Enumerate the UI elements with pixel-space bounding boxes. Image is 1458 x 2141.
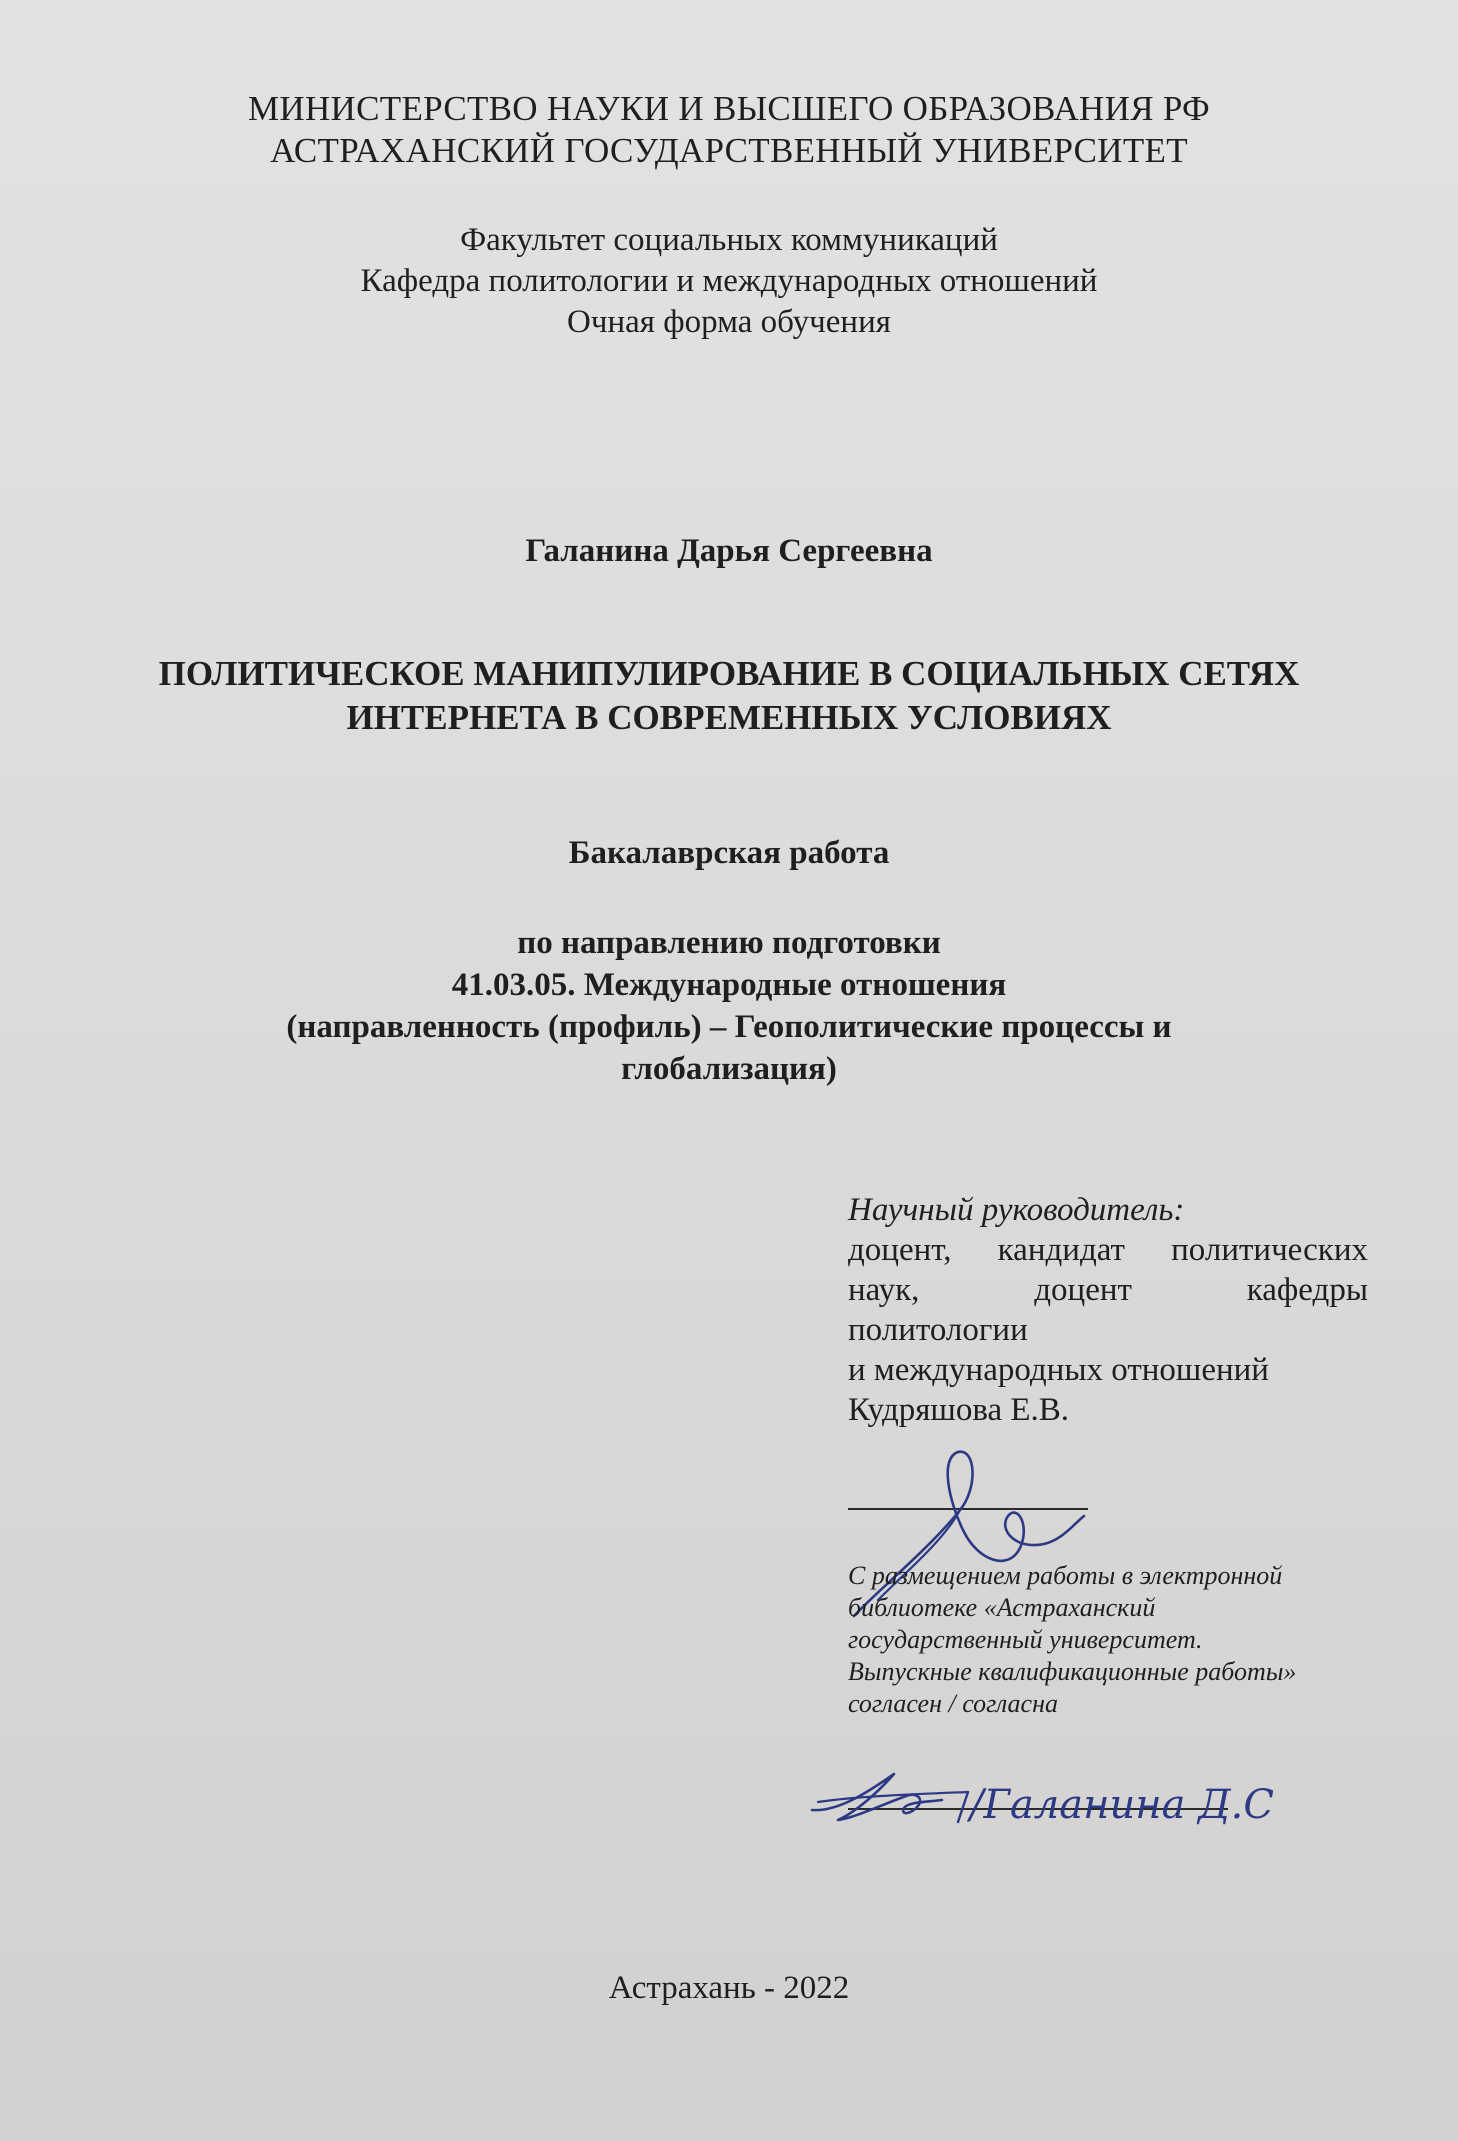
direction-line: 41.03.05. Международные отношения — [451, 967, 1007, 1003]
faculty-name: Факультет социальных коммуникаций — [460, 222, 998, 258]
student-signature — [808, 1752, 1328, 1842]
direction-line: (направленность (профиль) – Геополитические процессы и — [286, 1009, 1172, 1045]
consent-line: государственный университет. — [848, 1625, 1203, 1654]
student-signature-text: /Галанина Д.С — [970, 1782, 1274, 1828]
supervisor-title-line: доцент, кандидат политических — [848, 1232, 1368, 1268]
supervisor-title-line: и международных отношений — [848, 1352, 1269, 1388]
supervisor-label: Научный руководитель: — [848, 1192, 1185, 1228]
author-name: Галанина Дарья Сергеевна — [525, 533, 933, 569]
direction-line: глобализация) — [621, 1051, 837, 1087]
thesis-title — [0, 652, 1458, 740]
supervisor-title-line: политологии — [848, 1312, 1028, 1348]
library-consent — [848, 1560, 1368, 1720]
thesis-title-line: ИНТЕРНЕТА В СОВРЕМЕННЫХ УСЛОВИЯХ — [346, 698, 1112, 737]
department-name: Кафедра политологии и международных отношений — [360, 263, 1098, 299]
direction-line: по направлению подготовки — [517, 925, 941, 961]
faculty-block — [0, 220, 1458, 343]
ministry-name: МИНИСТЕРСТВО НАУКИ И ВЫСШЕГО ОБРАЗОВАНИЯ РФ — [247, 89, 1211, 128]
supervisor-title-line: наук, доцент кафедры — [848, 1272, 1368, 1308]
consent-line: библиотеке «Астраханский — [848, 1593, 1156, 1622]
city-year: Астрахань - 2022 — [608, 1970, 850, 2006]
supervisor-block — [848, 1190, 1368, 1430]
ministry-header — [0, 88, 1458, 172]
supervisor-name: Кудряшова Е.В. — [848, 1392, 1070, 1428]
university-name: АСТРАХАНСКИЙ ГОСУДАРСТВЕННЫЙ УНИВЕРСИТЕТ — [270, 131, 1188, 170]
consent-line: С размещением работы в электронной — [848, 1561, 1283, 1590]
study-form: Очная форма обучения — [567, 304, 891, 340]
study-direction — [0, 922, 1458, 1090]
work-type: Бакалаврская работа — [568, 835, 890, 871]
consent-line: согласен / согласна — [848, 1689, 1058, 1718]
thesis-title-line: ПОЛИТИЧЕСКОЕ МАНИПУЛИРОВАНИЕ В СОЦИАЛЬНЫХ СЕТЯХ — [158, 654, 1300, 693]
consent-line: Выпускные квалификационные работы» — [848, 1657, 1297, 1686]
